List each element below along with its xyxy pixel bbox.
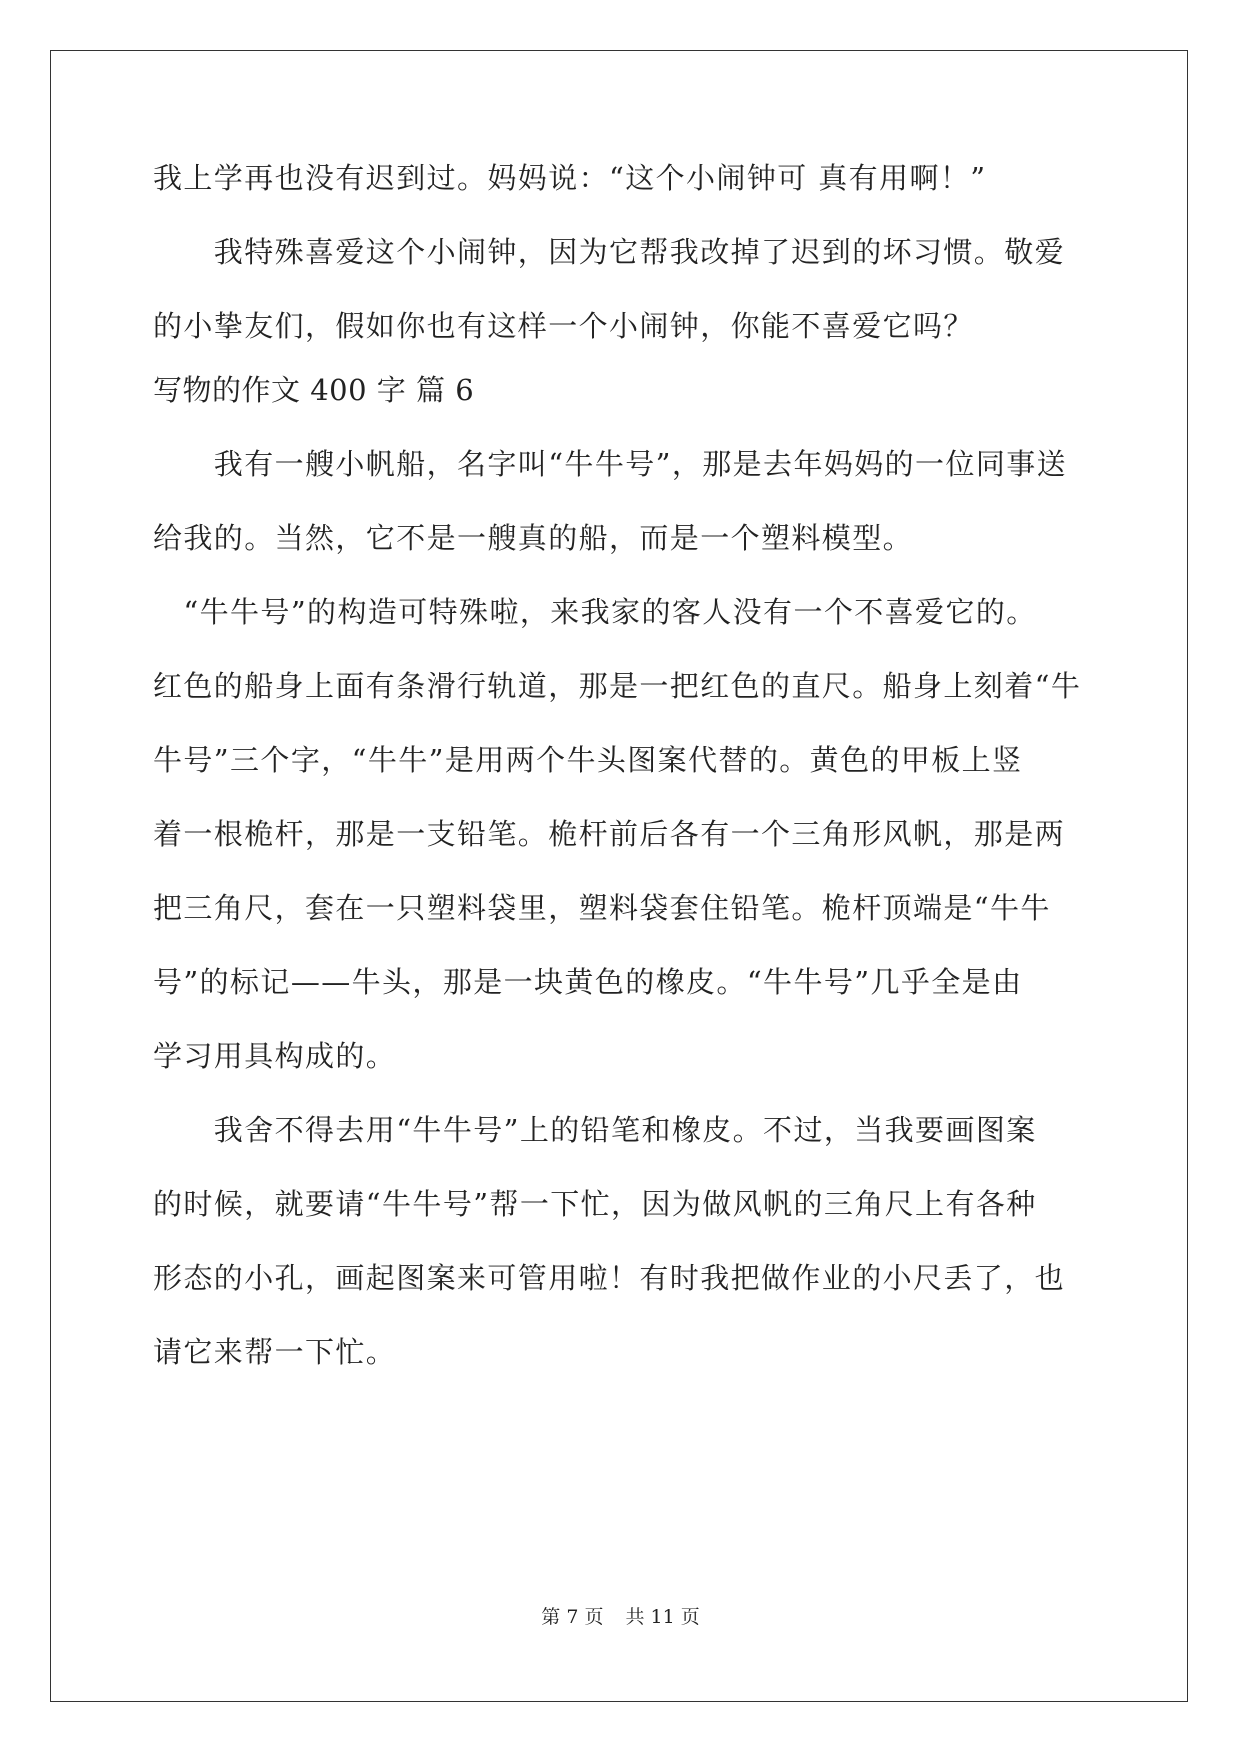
text-line: 的时候，就要请“牛牛号”帮一下忙，因为做风帆的三角尺上有各种 bbox=[153, 1187, 1037, 1221]
page-total: 共 11 页 bbox=[625, 1606, 700, 1628]
text-line: 学习用具构成的。 bbox=[153, 1039, 397, 1073]
text-line: 把三角尺，套在一只塑料袋里，塑料袋套住铅笔。桅杆顶端是“牛牛 bbox=[153, 891, 1051, 925]
text-line: 我舍不得去用“牛牛号”上的铅笔和橡皮。不过，当我要画图案 bbox=[153, 1113, 1037, 1147]
text-line: 我特殊喜爱这个小闹钟，因为它帮我改掉了迟到的坏习惯。敬爱 bbox=[153, 235, 1066, 269]
text-line: “牛牛号”的构造可特殊啦，来我家的客人没有一个不喜爱它的。 bbox=[153, 595, 1037, 629]
text-line: 着一根桅杆，那是一支铅笔。桅杆前后各有一个三角形风帆，那是两 bbox=[153, 817, 1066, 851]
page-footer bbox=[0, 1605, 1241, 1629]
text-line: 形态的小孔，画起图案来可管用啦！有时我把做作业的小尺丢了，也 bbox=[153, 1261, 1066, 1295]
text-line: 号”的标记——牛头，那是一块黄色的橡皮。“牛牛号”几乎全是由 bbox=[153, 965, 1023, 999]
section-heading: 写物的作文 400 字 篇 6 bbox=[153, 373, 475, 407]
text-line: 我上学再也没有迟到过。妈妈说：“这个小闹钟可 真有用啊！” bbox=[153, 161, 987, 195]
text-line: 红色的船身上面有条滑行轨道，那是一把红色的直尺。船身上刻着“牛 bbox=[153, 669, 1082, 703]
text-line: 牛号”三个字，“牛牛”是用两个牛头图案代替的。黄色的甲板上竖 bbox=[153, 743, 1023, 777]
text-line: 给我的。当然，它不是一艘真的船，而是一个塑料模型。 bbox=[153, 521, 914, 555]
text-line: 的小挚友们，假如你也有这样一个小闹钟，你能不喜爱它吗？ bbox=[153, 309, 974, 343]
text-line: 我有一艘小帆船，名字叫“牛牛号”，那是去年妈妈的一位同事送 bbox=[153, 447, 1068, 481]
page-number: 第 7 页 bbox=[541, 1606, 604, 1628]
text-line: 请它来帮一下忙。 bbox=[153, 1335, 397, 1369]
page-frame bbox=[50, 50, 1188, 1702]
